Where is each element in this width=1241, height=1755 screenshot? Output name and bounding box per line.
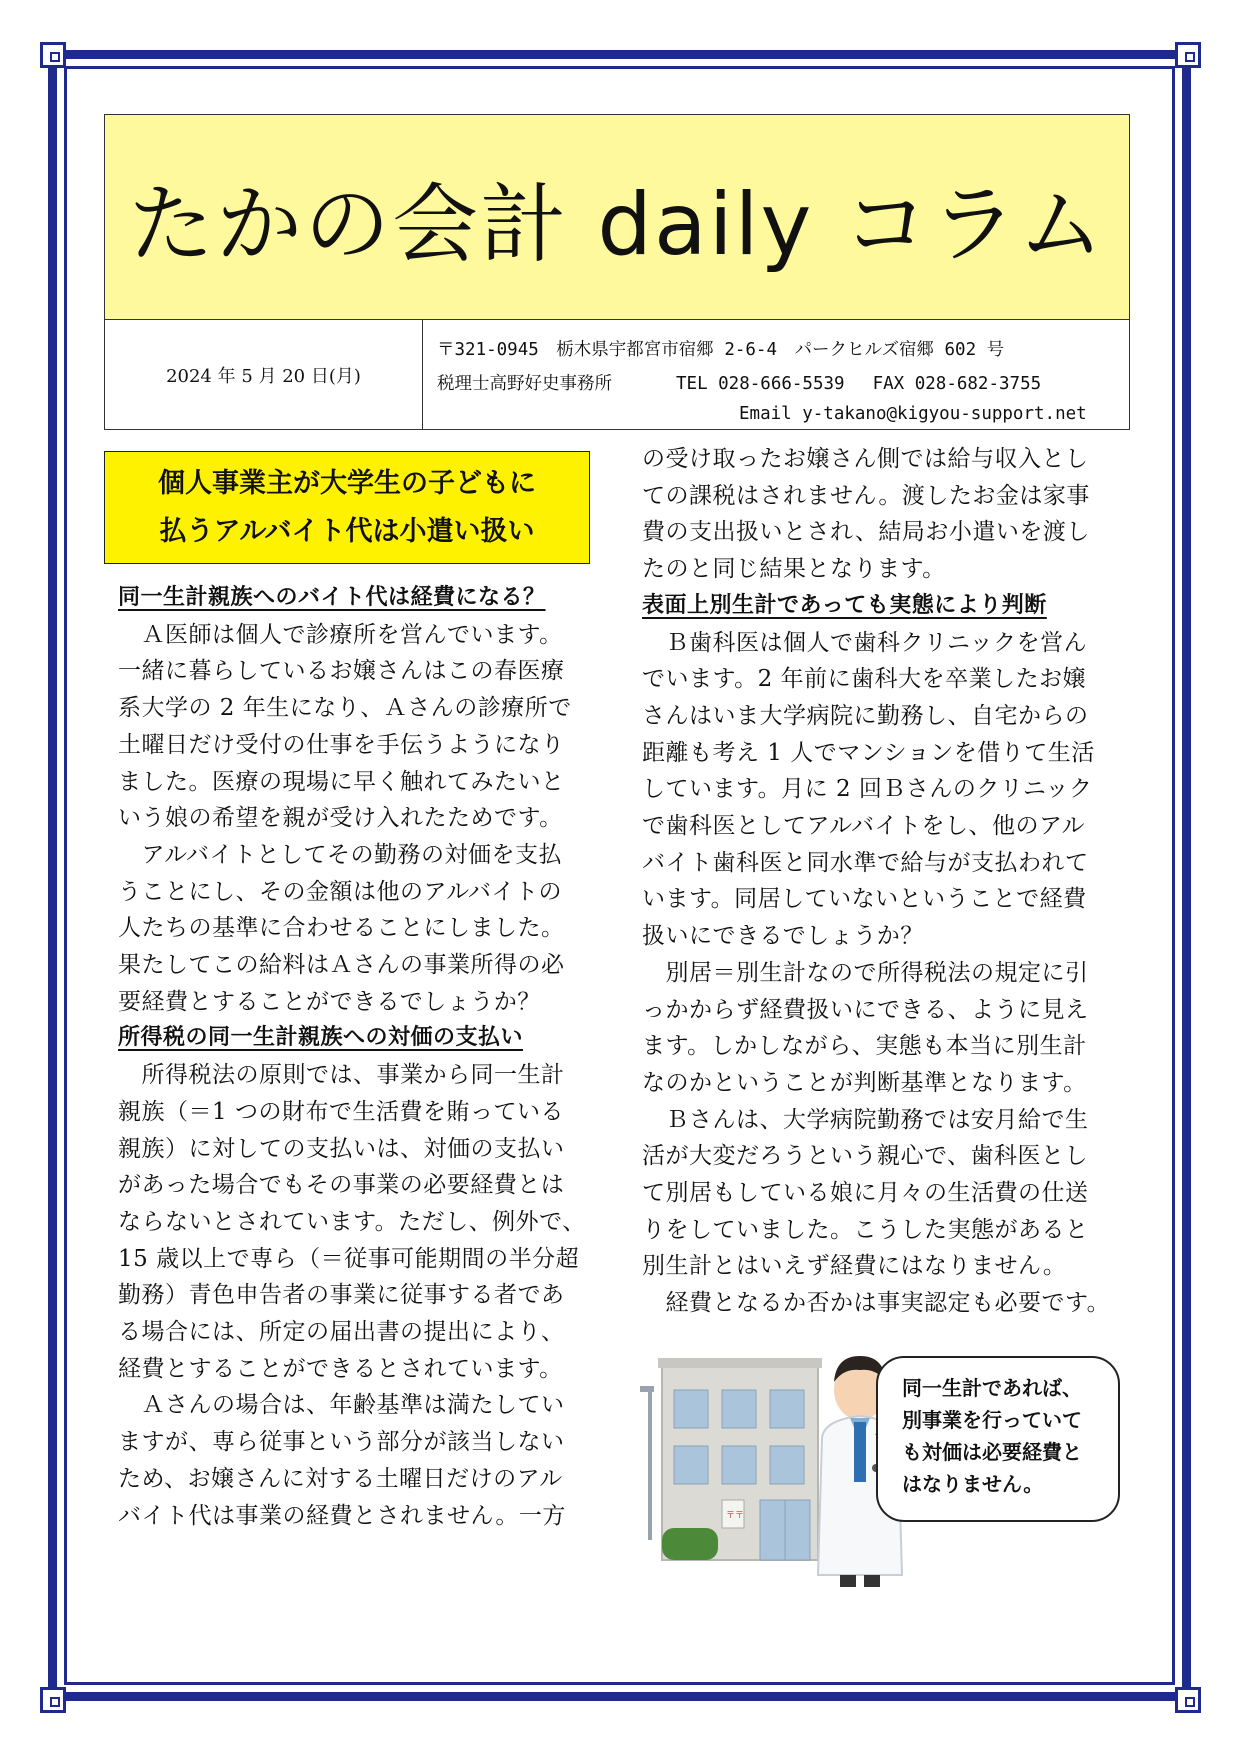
body-text-line: でいます。2 年前に歯科大を卒業したお嬢 — [642, 666, 1087, 693]
clinic-building-icon — [658, 1358, 822, 1560]
section-heading: 所得税の同一生計親族への対価の支払い — [118, 1025, 524, 1051]
body-text-line: います。同居していないということで経費 — [642, 886, 1087, 913]
bubble-line: 別事業を行っていて — [902, 1408, 1082, 1432]
body-text-line: 扱いにできるでしょうか？ — [642, 923, 924, 950]
body-text-line: Ｂさんは、大学病院勤務では安月給で生 — [642, 1106, 1089, 1133]
body-text-line: る場合には、所定の届出書の提出により、 — [118, 1319, 565, 1346]
body-text-line: なのかということが判断基準となります。 — [642, 1069, 1087, 1096]
body-text-line: りをしていました。こうした実態があると — [642, 1216, 1089, 1243]
body-text-line: 勤務）青色申告者の事業に従事する者であ — [118, 1282, 565, 1309]
body-text-line: 活が大変だろうという親心で、歯科医とし — [642, 1143, 1089, 1170]
body-text-line: 土曜日だけ受付の仕事を手伝うようになり — [118, 731, 565, 758]
body-text-line: アルバイトとしてその勤務の対価を支払 — [118, 841, 562, 868]
body-text-line: ました。医療の現場に早く触れてみたいと — [118, 768, 565, 795]
office-fax: FAX 028-682-3755 — [872, 374, 1042, 394]
body-text-line: Ａさんの場合は、年齢基準は満たしてい — [118, 1392, 565, 1419]
office-email: Email y-takano@kigyou-support.net — [739, 404, 1087, 424]
headline-line-2: 払うアルバイト代は小遣い扱い — [159, 515, 535, 547]
body-text-line: 親族（＝1 つの財布で生活費を賄っている — [118, 1098, 564, 1125]
body-text-line: バイト歯科医と同水準で給与が支払われて — [642, 849, 1089, 876]
body-text-line: 所得税法の原則では、事業から同一生計 — [118, 1062, 565, 1089]
title-box — [105, 115, 1129, 320]
body-text-line: しています。月に 2 回Ｂさんのクリニック — [642, 776, 1093, 803]
body-text-line: 経費とすることができるとされています。 — [118, 1355, 563, 1382]
body-text-line: 人たちの基準に合わせることにしました。 — [118, 915, 565, 942]
body-text-line: ならないとされています。ただし、例外で、 — [118, 1208, 586, 1235]
article-left-column — [118, 580, 598, 1534]
body-text-line: 経費となるか否かは事実認定も必要です。 — [642, 1290, 1111, 1317]
body-text-line: バイト代は事業の経費とされません。一方 — [118, 1502, 566, 1529]
bubble-line: はなりません。 — [902, 1472, 1044, 1496]
body-text-line: っかからず経費扱いにできる、ように見え — [642, 996, 1089, 1023]
border-corner-ornament — [40, 42, 66, 68]
newsletter-title: たかの会計 daily コラム — [128, 175, 1106, 275]
body-text-line: Ｂ歯科医は個人で歯科クリニックを営ん — [642, 629, 1088, 656]
body-text-line: ます。しかしながら、実態も本当に別生計 — [642, 1033, 1087, 1060]
contact-info — [423, 320, 1129, 429]
body-text-line: ての課税はされません。渡したお金は家事 — [642, 482, 1090, 509]
body-text-line: 一緒に暮らしているお嬢さんはこの春医療 — [118, 658, 565, 685]
issue-date-text: 2024 年 5 月 20 日(月) — [166, 365, 361, 387]
body-text-line: 別生計とはいえず経費にはなりません。 — [642, 1253, 1067, 1280]
body-text-line: たのと同じ結果となります。 — [642, 556, 946, 583]
body-text-line: て別居もしている娘に月々の生活費の仕送 — [642, 1180, 1089, 1207]
clinic-sign-text: 〒〒 — [726, 1511, 745, 1521]
body-text-line: いう娘の希望を親が受け入れたためです。 — [118, 805, 563, 832]
body-text-line: 要経費とすることができるでしょうか？ — [118, 988, 541, 1015]
border-corner-ornament — [1175, 1687, 1201, 1713]
bubble-line: 同一生計であれば、 — [902, 1376, 1082, 1400]
border-corner-ornament — [40, 1687, 66, 1713]
body-text-line: ますが、専ら従事という部分が該当しない — [118, 1429, 565, 1456]
body-text-line: 費の支出扱いとされ、結局お小遣いを渡し — [642, 519, 1090, 546]
body-text-line: 系大学の 2 年生になり、Ａさんの診療所で — [118, 695, 572, 722]
body-text-line: さんはいま大学病院に勤務し、自宅からの — [642, 702, 1089, 729]
body-text-line: Ａ医師は個人で診療所を営んでいます。 — [118, 621, 563, 648]
office-contact-line — [437, 370, 1041, 395]
lamp-post-icon — [640, 1386, 654, 1540]
body-text-line: 別居＝別生計なので所得税法の規定に引 — [642, 959, 1089, 986]
body-text-line: ため、お嬢さんに対する土曜日だけのアル — [118, 1465, 563, 1492]
issue-date — [105, 320, 423, 429]
office-name: 税理士高野好史事務所 — [437, 374, 612, 394]
section-heading: 同一生計親族へのバイト代は経費になる？ — [118, 585, 546, 610]
body-text-line: 親族）に対しての支払いは、対価の支払い — [118, 1135, 565, 1162]
body-text-line: の受け取ったお嬢さん側では給与収入とし — [642, 446, 1089, 472]
masthead — [104, 114, 1130, 430]
office-address: 〒321-0945 栃木県宇都宮市宿郷 2-6-4 パークヒルズ宿郷 602 号 — [437, 340, 1005, 360]
body-text-line: があった場合でもその事業の必要経費とは — [118, 1172, 565, 1199]
body-text-line: 15 歳以上で専ら（＝従事可能期間の半分超 — [118, 1245, 580, 1272]
bubble-line: も対価は必要経費と — [902, 1440, 1082, 1464]
body-text-line: 果たしてこの給料はＡさんの事業所得の必 — [118, 952, 565, 979]
section-heading: 表面上別生計であっても実態により判断 — [642, 592, 1047, 618]
headline-line-1: 個人事業主が大学生の子どもに — [158, 467, 536, 499]
article-right-column — [642, 441, 1122, 1322]
body-text-line: 距離も考え 1 人でマンションを借りて生活 — [642, 739, 1095, 766]
speech-bubble — [876, 1356, 1120, 1522]
office-tel: TEL 028-666-5539 — [676, 374, 845, 394]
article-headline — [104, 451, 590, 564]
border-corner-ornament — [1175, 42, 1201, 68]
body-text-line: うことにし、その金額は他のアルバイトの — [118, 878, 562, 905]
body-text-line: で歯科医としてアルバイトをし、他のアル — [642, 813, 1086, 840]
